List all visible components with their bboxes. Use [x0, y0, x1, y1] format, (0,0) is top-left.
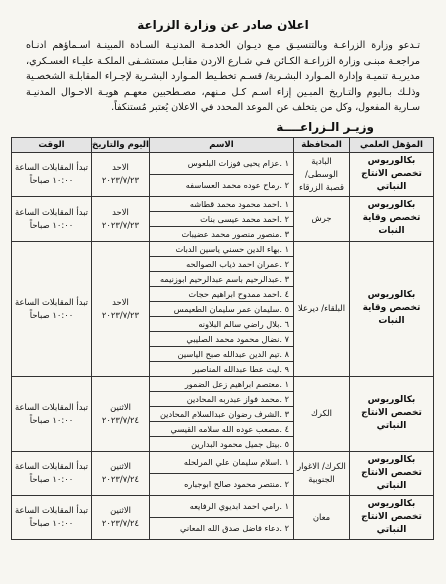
announcement-title: اعلان صادر عن وزارة الزراعة [137, 18, 309, 32]
time-value: ١٠:٠٠ صباحاً [29, 219, 74, 230]
names-cell [150, 196, 294, 241]
day-date-cell [92, 495, 150, 539]
table-row [12, 495, 434, 539]
time-label: تبدأ المقابلات الساعة [14, 162, 88, 172]
interview-day: الاثنين [110, 401, 131, 412]
table-row [12, 376, 434, 451]
interview-table [11, 137, 434, 540]
qualification-cell: بكالوريوس تخصص وقاية النبات [350, 241, 434, 376]
names-cell [150, 241, 294, 376]
interview-day: الاحد [112, 162, 129, 172]
interview-day: الاثنين [110, 461, 131, 471]
governorate-cell: الكرك [294, 376, 350, 451]
candidate-name: ٢ .دعاء فاضل صدق الله المعاني [180, 522, 289, 533]
time-label: تبدأ المقابلات الساعة [14, 461, 88, 471]
time-label: تبدأ المقابلات الساعة [14, 401, 88, 412]
candidate-name: ٢ .محمد فواز عبدربه المحادين [150, 392, 293, 407]
day-date-cell [92, 241, 150, 376]
interview-date: ٢٠٢٣/٧/٢٤ [101, 518, 140, 528]
interview-day: الاحد [112, 206, 129, 217]
announcement-body: تـدعو وزارة الزراعـة وبالتنسيـق مـع ديـوان الخدمـة المدنيـة السـادة المبينـة اسـماؤهم ادنـاه مراجعـة مبنـى وزارة الزراعـة الكـائن فـي شـارع الاردن مقابـل مستشـفى الملكـة عليـاء العسـكري، مديريـة تنميـة وإدارة المـوارد البشـرية/ قسـم تخطـيط المـوارد البشـرية لإجـراء المقابلـة الشخصـية وذلـك بـاليوم والتـاريخ المبـين إزاء اسـم كـل مـنهم، مصـطحبين معهـم هويـة الاحـوال المدنيـة سـارية المفعول، وكل من يتخلف عن الموعد المحدد في الاعلان يُعتبر مُستنكفاً. [26, 40, 420, 113]
time-value: ١٠:٠٠ صباحاً [29, 518, 74, 528]
table-row [12, 196, 434, 241]
candidate-name: ١ .رامي احمد ابديوي الرفايعه [150, 496, 293, 518]
governorate-cell: جرش [294, 196, 350, 241]
table-row [12, 152, 434, 196]
time-value: ١٠:٠٠ صباحاً [29, 175, 74, 185]
names-cell [150, 376, 294, 451]
qualification-cell: بكالوريوس تخصص الانتاج النباتي [350, 152, 434, 196]
names-cell [150, 495, 294, 539]
time-label: تبدأ المقابلات الساعة [14, 206, 88, 217]
candidate-name: ٦ .بلال راضي سالم البلاونه [150, 317, 293, 332]
candidate-name: ٣ .الشرف رضوان عبدالسلام المحادين [150, 407, 293, 422]
qualification-cell: بكالوريوس تخصص وقاية النبات [350, 196, 434, 241]
interview-date: ٢٠٢٣/٧/٢٣ [101, 219, 140, 230]
candidate-name: ٧ .نضال محمود محمد الصليبي [150, 332, 293, 347]
names-cell [150, 451, 294, 495]
qualification-cell: بكالوريوس تخصص الانتاج النباتي [350, 451, 434, 495]
qualification-cell: بكالوريوس تخصص الانتاج النباتي [350, 376, 434, 451]
governorate-cell: الكرك/ الاغوار الجنوبية [294, 451, 350, 495]
interview-date: ٢٠٢٣/٧/٢٣ [101, 175, 140, 185]
candidate-name: ٥ .سليمان عمر سليمان الطعيمس [150, 302, 293, 317]
time-cell [12, 152, 92, 196]
header-day-date: اليوم والتاريخ [92, 137, 150, 152]
header-qualification: المؤهل العلمي [350, 137, 434, 152]
time-cell [12, 451, 92, 495]
interview-date: ٢٠٢٣/٧/٢٣ [101, 309, 140, 320]
candidate-name: ٩ .ليث عطا عبدالله المناصير [192, 363, 289, 374]
minister-signature: وزيـر الـزراعــــة [276, 119, 374, 134]
governorate-cell: البلقاء/ ديرعلا [294, 241, 350, 376]
header-name: الاسم [150, 137, 294, 152]
header-time: الوقت [12, 137, 92, 152]
table-row [12, 451, 434, 495]
day-date-cell [92, 152, 150, 196]
header-governorate: المحافظة [294, 137, 350, 152]
candidate-name: ٢ .عمران احمد ذياب الصوالحه [150, 257, 293, 272]
time-label: تبدأ المقابلات الساعة [14, 505, 88, 515]
candidate-name: ١ .عزام يحيى فوزات البلعوس [150, 153, 293, 175]
table-row [12, 241, 434, 376]
candidate-name: ١ .احمد محمود محمد قطاشه [150, 197, 293, 212]
table-header-row [12, 137, 434, 152]
day-date-cell [92, 376, 150, 451]
time-cell [12, 376, 92, 451]
qualification-cell: بكالوريوس تخصص الانتاج النباتي [350, 495, 434, 539]
candidate-name: ٢ .احمد محمد عيسى بنات [150, 212, 293, 227]
time-value: ١٠:٠٠ صباحاً [29, 414, 74, 425]
time-cell [12, 495, 92, 539]
candidate-name: ٢ .رماح عوده محمد العساسفه [185, 179, 289, 190]
governorate-cell: معان [294, 495, 350, 539]
candidate-name: ٣ .منصور منصور محمد عضيبات [181, 228, 289, 239]
governorate-cell: البادية الوسطى/قصبة الزرقاء [294, 152, 350, 196]
candidate-name: ٤ .مصعب عوده الله سلامه القيسي [150, 422, 293, 437]
candidate-name: ٥ .بيتل جميل محمود البدارين [191, 438, 289, 449]
time-label: تبدأ المقابلات الساعة [14, 296, 88, 307]
day-date-cell [92, 196, 150, 241]
interview-day: الاثنين [110, 505, 131, 515]
time-value: ١٠:٠٠ صباحاً [29, 474, 74, 484]
candidate-name: ٤ .احمد ممدوح ابراهيم حجات [150, 287, 293, 302]
candidate-name: ١ .معتصم ابراهيم زعل الضمور [150, 377, 293, 392]
interview-date: ٢٠٢٣/٧/٢٤ [101, 474, 140, 484]
candidate-name: ١ .بهاء الدين حسني ياسين الدبات [150, 242, 293, 257]
time-cell [12, 241, 92, 376]
time-value: ١٠:٠٠ صباحاً [29, 309, 74, 320]
interview-date: ٢٠٢٣/٧/٢٤ [101, 414, 140, 425]
time-cell [12, 196, 92, 241]
names-cell [150, 152, 294, 196]
day-date-cell [92, 451, 150, 495]
candidate-name: ٨ .تيم الدين عبدالله صبح الياسين [150, 347, 293, 362]
candidate-name: ١ .اسلام سليمان علي المرلحله [150, 452, 293, 474]
candidate-name: ٣ .عبدالرحيم باسم عبدالرحيم ابوزنيمه [150, 272, 293, 287]
interview-day: الاحد [112, 296, 129, 307]
candidate-name: ٢ .منتصر محمود صالح ابوجباره [184, 478, 289, 489]
